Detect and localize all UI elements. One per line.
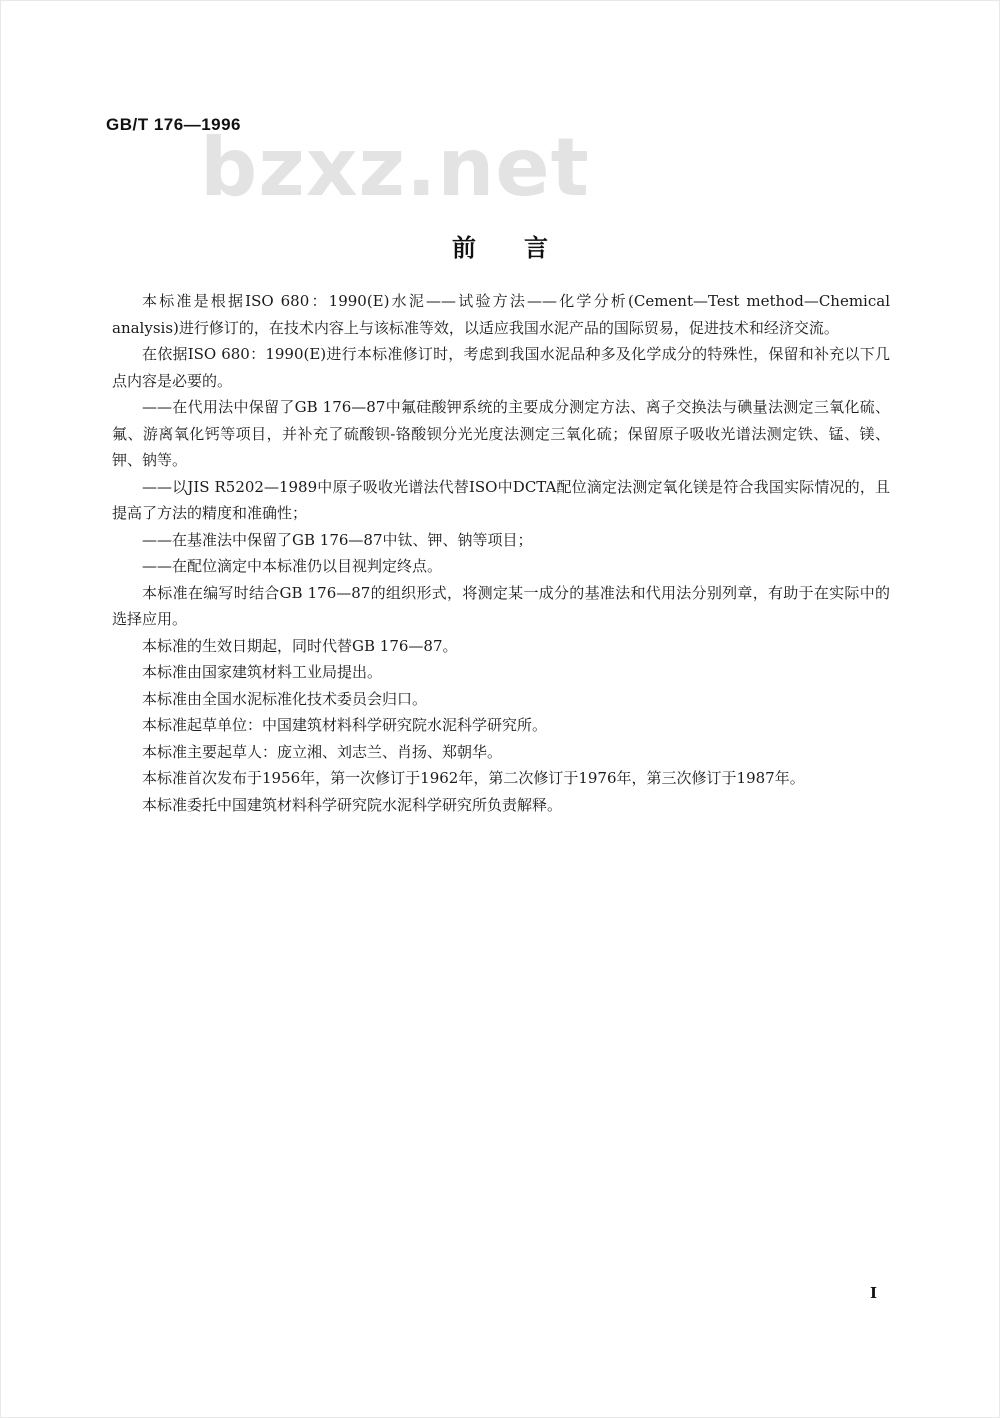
paragraph-6: ——在配位滴定中本标准仍以目视判定终点。 [142, 557, 443, 575]
paragraph-12: 本标准主要起草人：庞立湘、刘志兰、肖扬、郑朝华。 [142, 742, 503, 761]
paragraph-14: 本标准委托中国建筑材料科学研究院水泥科学研究所负责解释。 [142, 795, 563, 814]
standard-code: GB/T 176—1996 [106, 115, 242, 134]
paragraph-1: 本标准是根据ISO 680：1990(E)水泥——试验方法——化学分析(Cement—Test method—Chemical analysis)进行修订的，在技术内容上与该标准等效，以适应我国水泥产品的国际贸易，促进技术和经济交流。 [112, 292, 890, 337]
paragraph-4: ——以JIS R5202—1989中原子吸收光谱法代替ISO中DCTA配位滴定法测定氧化镁是符合我国实际情况的，且提高了方法的精度和准确性； [112, 477, 890, 522]
paragraph-3: ——在代用法中保留了GB 176—87中氟硅酸钾系统的主要成分测定方法、离子交换法与碘量法测定三氧化硫、氟、游离氧化钙等项目，并补充了硫酸钡-铬酸钡分光光度法测定三氧化硫；保留原子吸收光谱法测定铁、锰、镁、钾、钠等。 [112, 398, 890, 469]
paragraph-9: 本标准由国家建筑材料工业局提出。 [142, 663, 383, 681]
paragraph-8: 本标准的生效日期起，同时代替GB 176—87。 [142, 636, 458, 655]
page-number: I [870, 1284, 878, 1302]
paragraph-13: 本标准首次发布于1956年，第一次修订于1962年，第二次修订于1976年，第三次修订于1987年。 [142, 769, 805, 787]
paragraph-7: 本标准在编写时结合GB 176—87的组织形式，将测定某一成分的基准法和代用法分别列章，有助于在实际中的选择应用。 [112, 583, 890, 628]
watermark: bzxz.net [200, 121, 590, 214]
paragraph-2: 在依据ISO 680：1990(E)进行本标准修订时，考虑到我国水泥品种多及化学成分的特殊性，保留和补充以下几点内容是必要的。 [112, 345, 890, 390]
foreword-body [112, 288, 890, 818]
paragraph-10: 本标准由全国水泥标准化技术委员会归口。 [142, 689, 428, 708]
paragraph-11: 本标准起草单位：中国建筑材料科学研究院水泥科学研究所。 [142, 716, 548, 734]
paragraph-5: ——在基准法中保留了GB 176—87中钛、钾、钠等项目； [142, 530, 533, 549]
page-title: 前言 [452, 234, 596, 262]
